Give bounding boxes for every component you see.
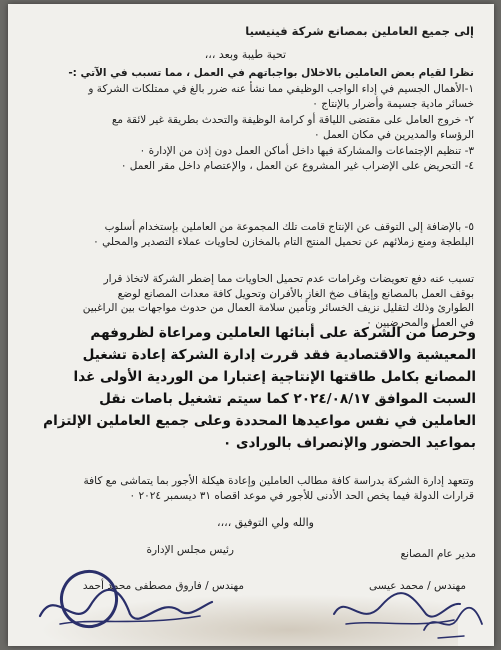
production-stop-paragraph [20,220,474,249]
addressee-line: إلى جميع العاملين بمصانع شركة فينيسيا [245,24,474,38]
announcement-line: وحرصا من الشركة على أبنائها العاملين ومراعاة لظروفهم [90,325,476,341]
chairman-title: رئيس مجلس الإدارة [146,544,234,556]
closing-line: والله ولي التوفيق ،،،، [217,516,314,529]
text-line: في العمل والمحرضيين ٠ [366,316,474,329]
violation-item: ٣- تنظيم الإجتماعات والمشاركة فيها داخل أماكن العمل دون إذن من الإدارة ٠ [139,144,474,157]
violation-item: ٤- التحريض على الإضراب غير المشروع عن العمل ، والإعتصام داخل مقر العمل ٠ [120,160,474,172]
text-line: الطوارئ وذلك لتقليل نزيف الخسائر وتأمين سلامة العمال من حدوث مواجهات بين الراغبين [82,302,474,314]
chairman-name: مهندس / فاروق مصطفى محمد أحمد [82,580,244,592]
violations-lead: نظرا لقيام بعض العاملين بالاخلال بواجباتهم في العمل ، مما تسبب في الآتي :- [68,67,474,79]
factory-manager-title: مدير عام المصانع [400,548,476,560]
announcement-line: السبت الموافق ٢٠٢٤/٠٨/١٧ كما سيتم تشغيل باصات نقل [99,391,476,407]
violation-item: الرؤساء والمديرين في مكان العمل ٠ [314,129,474,141]
violation-item: ١-الأهمال الجسيم في إداء الواجب الوظيفي مما نشأ عنه ضرر بالغ في ممتلكات الشركة و [88,82,474,95]
announcement-paragraph [18,322,476,454]
factory-manager-name: مهندس / محمد عيسى [368,580,466,592]
text-line: قرارات الدولة فيما يخص الحد الأدنى للأجور في موعد اقصاه ٣١ ديسمبر ٢٠٢٤ ٠ [129,490,474,502]
text-line: تسبب عنه دفع تعويضات وغرامات عدم تحميل الحاويات مما إضطر الشركة لاتخاذ قرار [103,273,474,285]
violations-paragraph [20,66,474,175]
text-line: البلطجة ومنع زملائهم عن تحميل المنتج التام بالمخازن لحاويات عملاء التصدير والمحلي ٠ [93,235,474,248]
text-line: ٥- بالإضافة إلى التوقف عن الإنتاج قامت تلك المجموعة من العاملين بإستخدام أسلوب [104,221,474,233]
text-line: وتتعهد إدارة الشركة بدراسة كافة مطالب العاملين وإعادة هيكلة الأجور بما يتماشى مع كافة [83,475,474,487]
announcement-line: المصانع بكامل طاقتها الإنتاجية إعتبارا من الوردية الأولى غدا [73,369,476,385]
greeting-line: تحية طيبة وبعد ،،، [204,48,286,61]
text-line: بوقف العمل بالمصانع وإيقاف ضخ الغاز بالأفران وتحويل كافة معدات المصانع لوضع [117,287,474,300]
announcement-line: المعيشية والاقتصادية فقد قررت إدارة الشركة إعادة تشغيل [82,347,476,363]
wages-paragraph [20,474,474,504]
violation-item: خسائر مادية جسيمة وأضرار بالإنتاج ٠ [312,98,474,110]
memo-sheet [8,4,494,646]
violation-item: ٢- خروج العامل على مقتضى اللياقة أو كرامة الوظيفة والتحدث بطريقة غير لائقة مع [111,113,474,126]
announcement-line: العاملين في نفس مواعيدها المحددة وعلى جميع العاملين الإلتزام [43,413,476,429]
announcement-line: بمواعيد الحضور والإنصراف بالورادى ٠ [222,435,476,451]
